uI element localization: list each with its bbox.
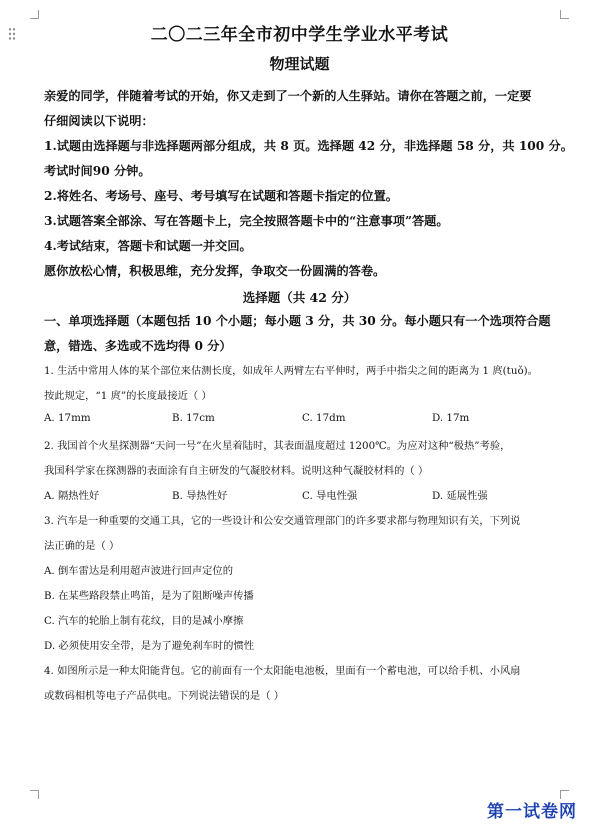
crop-mark-top-left <box>30 10 39 19</box>
site-watermark: 第一试卷网 <box>487 802 577 822</box>
question-2-option-b[interactable]: B. 导热性好 <box>172 490 228 502</box>
question-1-option-a[interactable]: A. 17mm <box>44 412 91 424</box>
question-2-line-2: 我国科学家在探测器的表面涂有自主研发的气凝胶材料。说明这种气凝胶材料的（ ） <box>44 465 429 477</box>
part1-heading-line-2: 意，错选、多选或不选均得 0 分） <box>44 339 232 353</box>
exam-subtitle: 物理试题 <box>269 55 330 73</box>
crop-mark-top-right <box>560 10 569 19</box>
crop-mark-bottom-left <box>30 790 39 799</box>
question-1-option-d[interactable]: D. 17m <box>432 412 470 424</box>
question-1-line-2: 按此规定，“1 庹”的长度最接近（ ） <box>44 390 212 402</box>
instruction-3: 3.试题答案全部涂、写在答题卡上，完全按照答题卡中的“注意事项”答题。 <box>44 214 449 228</box>
instruction-1-line-1: 1.试题由选择题与非选择题两部分组成，共 8 页。选择题 42 分，非选择题 58 分，共 100 分。 <box>44 139 573 153</box>
closing-message: 愿你放松心情，积极思维，充分发挥，争取交一份圆满的答卷。 <box>44 264 386 278</box>
instruction-1-line-2: 考试时间90 分钟。 <box>44 164 151 178</box>
question-3-line-1: 3. 汽车是一种重要的交通工具，它的一些设计和公安交通管理部门的许多要求都与物理知识有关，下列说 <box>44 515 521 527</box>
question-2-line-1: 2. 我国首个火星探测器“天问一号”在火星着陆时，其表面温度超过 1200℃。为应对这种“极热”考验， <box>44 440 511 452</box>
intro-line-2: 仔细阅读以下说明： <box>44 114 154 128</box>
question-4-line-1: 4. 如图所示是一种太阳能背包。它的前面有一个太阳能电池板，里面有一个蓄电池，可以给手机、小风扇 <box>44 665 521 677</box>
instruction-2: 2.将姓名、考场号、座号、考号填写在试题和答题卡指定的位置。 <box>44 189 398 203</box>
question-1-line-1: 1. 生活中常用人体的某个部位来估测长度，如成年人两臂左右平伸时，两手中指尖之间的距离为 1 庹(tuǒ)。 <box>44 365 538 377</box>
question-1-option-c[interactable]: C. 17dm <box>302 412 346 424</box>
question-3-line-2: 法正确的是（ ） <box>44 540 120 552</box>
question-2-option-d[interactable]: D. 延展性强 <box>432 490 488 502</box>
instruction-4: 4.考试结束，答题卡和试题一并交回。 <box>44 239 252 253</box>
question-3-option-b[interactable]: B. 在某些路段禁止鸣笛，是为了阻断噪声传播 <box>44 590 254 602</box>
question-3-option-c[interactable]: C. 汽车的轮胎上制有花纹，目的是减小摩擦 <box>44 615 244 627</box>
question-4-line-2: 或数码相机等电子产品供电。下列说法错误的是（ ） <box>44 690 285 702</box>
part1-heading-line-1: 一、单项选择题（本题包括 10 个小题；每小题 3 分，共 30 分。每小题只有一个选项符合题 <box>44 314 551 328</box>
intro-line-1: 亲爱的同学，伴随着考试的开始，你又走到了一个新的人生驿站。请你在答题之前，一定要 <box>44 89 532 103</box>
question-2-option-c[interactable]: C. 导电性强 <box>302 490 358 502</box>
question-3-option-d[interactable]: D. 必须使用安全带，是为了避免刹车时的惯性 <box>44 640 255 652</box>
exam-title: 二〇二三年全市初中学生学业水平考试 <box>150 25 449 45</box>
section-title: 选择题（共 42 分） <box>242 290 357 305</box>
question-1-option-b[interactable]: B. 17cm <box>172 412 215 424</box>
question-3-option-a[interactable]: A. 倒车雷达是利用超声波进行回声定位的 <box>44 565 234 577</box>
question-2-option-a[interactable]: A. 隔热性好 <box>44 490 100 502</box>
